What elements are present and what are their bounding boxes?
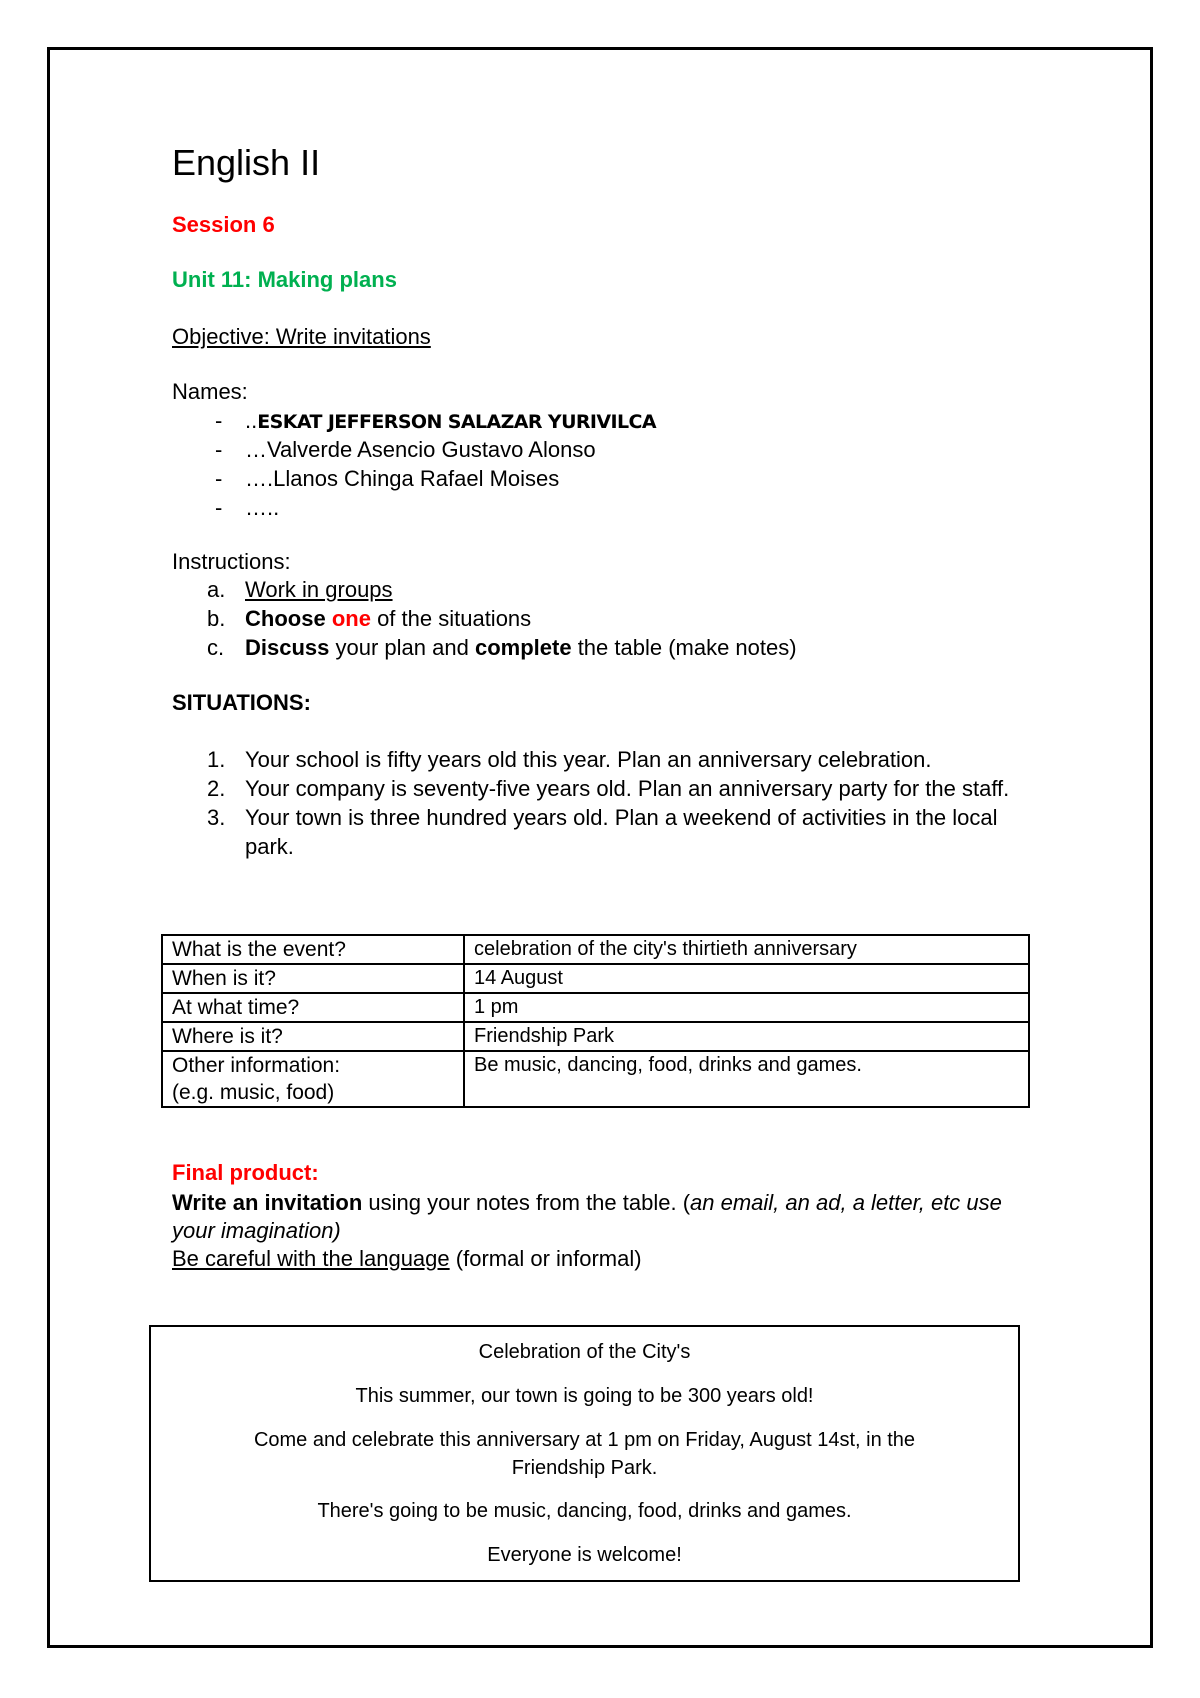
table-row xyxy=(162,1051,1029,1107)
student-name: ….Llanos Chinga Rafael Moises xyxy=(245,466,560,491)
table-cell-question: At what time? xyxy=(162,993,464,1022)
invitation-line: Come and celebrate this anniversary at 1 pm on Friday, August 14st, in the Friendship Park. xyxy=(253,1429,916,1479)
final-product-text: Write an invitation using your notes from the table. (an email, an ad, a letter, etc use your imagination) Be careful with the language (formal or informal) xyxy=(172,1190,1002,1271)
instructions-label: Instructions: xyxy=(172,549,291,574)
objective-line: Objective: Write invitations xyxy=(172,324,431,349)
invitation-title: Celebration of the City's xyxy=(478,1341,691,1363)
name-prefix: .. xyxy=(245,408,258,433)
table-row xyxy=(162,964,1029,993)
list-item: - ….. xyxy=(215,495,280,520)
unit-heading: Unit 11: Making plans xyxy=(172,267,397,292)
table-cell-question: Other information: (e.g. music, food) xyxy=(162,1051,464,1107)
table-cell-answer: 1 pm xyxy=(464,993,1029,1022)
final-product-label: Final product: xyxy=(172,1160,319,1185)
table-cell-answer: Be music, dancing, food, drinks and games. xyxy=(464,1051,1029,1107)
list-item: 3. Your town is three hundred years old. Plan a weekend of activities in the local park. xyxy=(207,805,998,859)
table-cell-question: When is it? xyxy=(162,964,464,993)
instruction-text: Work in groups xyxy=(245,577,393,602)
invitation-line: Everyone is welcome! xyxy=(487,1544,682,1566)
document-title: English II xyxy=(172,142,321,183)
list-item: b. Choose one of the situations xyxy=(207,606,532,631)
invitation-line: There's going to be music, dancing, food, drinks and games. xyxy=(317,1500,852,1522)
list-item: 2. Your company is seventy-five years old. Plan an anniversary party for the staff. xyxy=(207,776,1010,801)
table-cell-question: Where is it? xyxy=(162,1022,464,1051)
names-label: Names: xyxy=(172,379,248,404)
table-row xyxy=(162,935,1029,964)
session-heading: Session 6 xyxy=(172,212,275,237)
list-item: a. Work in groups xyxy=(207,577,393,602)
table-cell-answer: celebration of the city's thirtieth anniversary xyxy=(464,935,1029,964)
student-name: …Valverde Asencio Gustavo Alonso xyxy=(245,437,596,462)
invitation-line: This summer, our town is going to be 300 years old! xyxy=(355,1385,814,1407)
situations-heading: SITUATIONS: xyxy=(172,690,311,715)
table-cell-answer: Friendship Park xyxy=(464,1022,1029,1051)
student-name: ….. xyxy=(245,495,280,520)
table-cell-answer: 14 August xyxy=(464,964,1029,993)
table-cell-question: What is the event? xyxy=(162,935,464,964)
situations-list xyxy=(172,745,1052,861)
table-row xyxy=(162,1022,1029,1051)
table-row xyxy=(162,993,1029,1022)
list-item: - ….Llanos Chinga Rafael Moises xyxy=(215,466,560,491)
names-list xyxy=(172,406,656,522)
invitation-box xyxy=(149,1325,1020,1582)
instructions-list xyxy=(172,575,797,662)
list-item: - …Valverde Asencio Gustavo Alonso xyxy=(215,437,596,462)
student-name: ESKAT JEFFERSON SALAZAR YURIVILCA xyxy=(257,411,656,433)
list-item: 1. Your school is fifty years old this year. Plan an anniversary celebration. xyxy=(207,747,932,772)
list-item: - ..ESKAT JEFFERSON SALAZAR YURIVILCA xyxy=(215,408,656,433)
list-item: c. Discuss your plan and complete the table (make notes) xyxy=(207,635,797,660)
plan-notes-table xyxy=(161,934,1030,1108)
